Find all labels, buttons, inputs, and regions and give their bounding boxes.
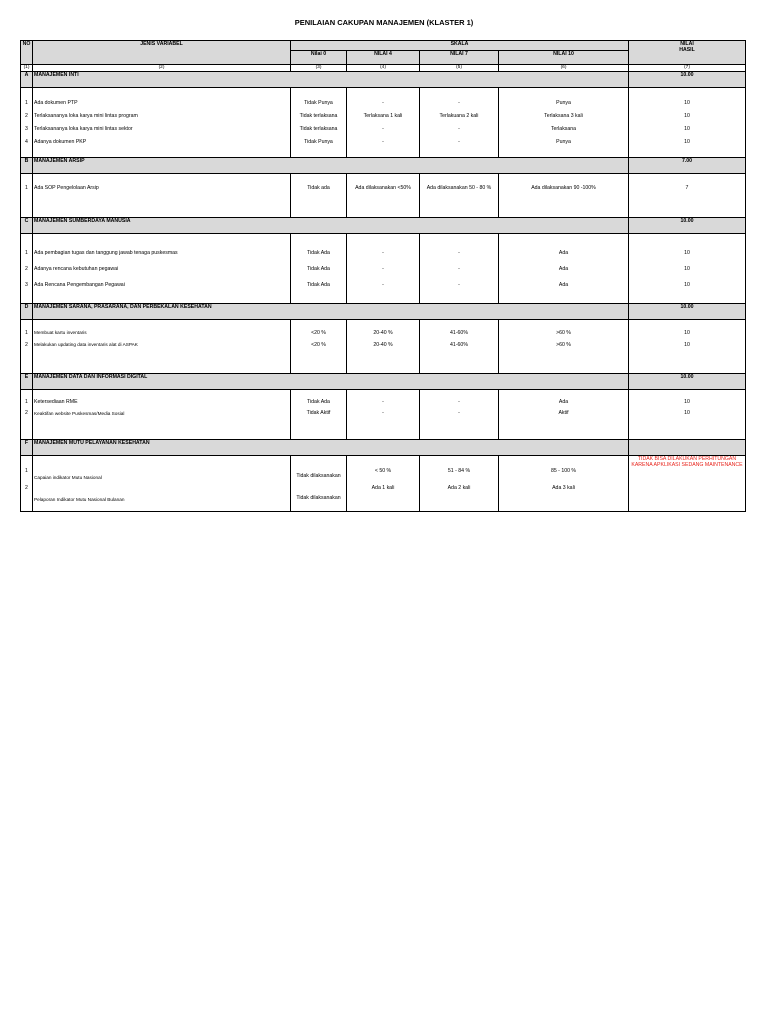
nilai-10-list bbox=[499, 234, 629, 304]
section-code: C bbox=[21, 218, 33, 234]
variable-item: Capaian indikator Mutu Nasional bbox=[34, 475, 102, 480]
nilai-7-list bbox=[420, 390, 499, 440]
section-code: E bbox=[21, 374, 33, 390]
scale-value: 20-40 % bbox=[373, 330, 393, 336]
col-number: (4) bbox=[347, 65, 420, 72]
section-header-a bbox=[21, 72, 746, 88]
section-code: B bbox=[21, 158, 33, 174]
header-hasil-line2: HASIL bbox=[679, 47, 695, 53]
scale-value: >60 % bbox=[556, 330, 571, 336]
scale-value: Ada 1 kali bbox=[371, 485, 395, 491]
scale-value: Ada dilaksanakan <50% bbox=[347, 174, 420, 218]
scale-value: Ada bbox=[558, 250, 569, 256]
row-no: 1 bbox=[25, 100, 28, 106]
section-body-e bbox=[21, 390, 746, 440]
scale-value: Tidak Punya bbox=[304, 139, 333, 145]
nilai-0-list bbox=[291, 234, 347, 304]
scale-value: Tidak terlaksana bbox=[299, 113, 338, 119]
variable-list bbox=[33, 456, 291, 512]
scale-value: - bbox=[382, 100, 384, 106]
section-body-f bbox=[21, 456, 746, 512]
nilai-0-list bbox=[291, 456, 347, 512]
section-header-d bbox=[21, 304, 746, 320]
scale-value: - bbox=[382, 410, 384, 416]
section-body-d bbox=[21, 320, 746, 374]
scale-value: <20 % bbox=[311, 330, 326, 336]
section-value: 10.00 bbox=[629, 304, 746, 320]
variable-item: Pelaporan Indikator Mutu Nasional Bulanan bbox=[34, 497, 125, 502]
scale-value: Ada bbox=[558, 282, 569, 288]
scale-value: - bbox=[458, 126, 460, 132]
row-no: 2 bbox=[25, 113, 28, 119]
scale-value: - bbox=[382, 282, 384, 288]
section-value: 7.00 bbox=[629, 158, 746, 174]
section-header-b bbox=[21, 158, 746, 174]
result-value: 10 bbox=[684, 126, 690, 132]
result-value: 10 bbox=[684, 100, 690, 106]
col-number: (3) bbox=[291, 65, 347, 72]
scale-value: Tidak Aktif bbox=[306, 410, 331, 416]
row-no: 4 bbox=[25, 139, 28, 145]
col-number: (5) bbox=[420, 65, 499, 72]
row-no: 1 bbox=[25, 468, 28, 474]
variable-item: Ada dokumen PTP bbox=[34, 100, 78, 106]
hasil-list bbox=[629, 88, 746, 158]
result-value: 10 bbox=[684, 330, 690, 336]
variable-item: Terlaksananya loka karya mini lintas program bbox=[34, 113, 138, 119]
scale-value: - bbox=[382, 139, 384, 145]
section-header-c bbox=[21, 218, 746, 234]
result-value: 7 bbox=[629, 174, 746, 218]
scale-value: 85 - 100 % bbox=[550, 468, 577, 474]
scale-value: - bbox=[458, 250, 460, 256]
result-value: 10 bbox=[684, 399, 690, 405]
row-no: 2 bbox=[25, 410, 28, 416]
variable-item: Ada pembagian tugas dan tanggung jawab tenaga puskesmas bbox=[34, 250, 178, 256]
section-code: D bbox=[21, 304, 33, 320]
section-name: MANAJEMEN MUTU PELAYANAN KESEHATAN bbox=[33, 440, 629, 456]
row-numbers bbox=[21, 234, 33, 304]
nilai-0-list bbox=[291, 390, 347, 440]
variable-list bbox=[33, 88, 291, 158]
variable-item: Membuat kartu inventaris bbox=[34, 330, 87, 335]
scale-value: 41-60% bbox=[450, 342, 468, 348]
col-number: (6) bbox=[499, 65, 629, 72]
section-value: 10.00 bbox=[629, 218, 746, 234]
row-no: 2 bbox=[25, 266, 28, 272]
section-body-c bbox=[21, 234, 746, 304]
result-value: 10 bbox=[684, 282, 690, 288]
scale-value: Tidak dilaksanakan bbox=[296, 495, 341, 501]
col-number: (1) bbox=[21, 65, 33, 72]
scale-value: <20 % bbox=[311, 342, 326, 348]
hasil-list bbox=[629, 234, 746, 304]
nilai-4-list bbox=[347, 88, 420, 158]
variable-item: Ada Rencana Pengembangan Pegawai bbox=[34, 282, 125, 288]
scale-value: Tidak terlaksana bbox=[299, 126, 338, 132]
section-name: MANAJEMEN SARANA, PRASARANA, DAN PERBEKALAN KESEHATAN bbox=[33, 304, 629, 320]
nilai-4-list bbox=[347, 390, 420, 440]
scale-value: - bbox=[458, 139, 460, 145]
col-number: (2) bbox=[33, 65, 291, 72]
section-value: 10.00 bbox=[629, 374, 746, 390]
section-code: A bbox=[21, 72, 33, 88]
nilai-7-list bbox=[420, 456, 499, 512]
scale-value: Ada 2 kali bbox=[447, 485, 471, 491]
row-no: 1 bbox=[25, 330, 28, 336]
variable-item: Adanya dokumen PKP bbox=[34, 139, 87, 145]
result-value: 10 bbox=[684, 266, 690, 272]
scale-value: Tidak dilaksanakan bbox=[296, 473, 341, 479]
scale-value: - bbox=[458, 410, 460, 416]
variable-item: Terlaksananya loka karya mini lintas sektor bbox=[34, 126, 133, 132]
scale-value: - bbox=[382, 250, 384, 256]
variable-list bbox=[33, 320, 291, 374]
scale-value: - bbox=[382, 399, 384, 405]
section-body-b bbox=[21, 174, 746, 218]
scale-value: - bbox=[458, 282, 460, 288]
hasil-list bbox=[629, 320, 746, 374]
scale-value: Tidak Ada bbox=[307, 250, 330, 256]
scale-value: - bbox=[458, 100, 460, 106]
section-name: MANAJEMEN DATA DAN INFORMASI DIGITAL bbox=[33, 374, 629, 390]
nilai-4-list bbox=[347, 320, 420, 374]
nilai-10-list bbox=[499, 390, 629, 440]
scale-value: Ada dilaksanakan 90 -100% bbox=[499, 174, 629, 218]
variable-item: Keaktifan website Puskesmas/Media Sosial bbox=[34, 411, 125, 416]
section-value bbox=[629, 440, 746, 456]
header-skala: SKALA bbox=[291, 41, 629, 51]
nilai-0-list bbox=[291, 88, 347, 158]
variable-item: Ada SOP Pengelolaan Arsip bbox=[33, 174, 291, 218]
header-nilai-hasil bbox=[629, 41, 746, 65]
variable-item: Ketersediaan RME bbox=[34, 399, 78, 405]
section-body-a bbox=[21, 88, 746, 158]
row-no: 3 bbox=[25, 126, 28, 132]
scale-value: Punya bbox=[556, 139, 571, 145]
scale-value: Tidak ada bbox=[291, 174, 347, 218]
row-no: 3 bbox=[25, 282, 28, 288]
scale-value: Ada dilaksanakan 50 - 80 % bbox=[420, 174, 499, 218]
nilai-10-list bbox=[499, 320, 629, 374]
scale-value: Terlakuana 2 kali bbox=[439, 113, 479, 119]
scale-value: - bbox=[382, 126, 384, 132]
hasil-list bbox=[629, 390, 746, 440]
section-name: MANAJEMEN ARSIP bbox=[33, 158, 629, 174]
nilai-7-list bbox=[420, 234, 499, 304]
section-code: F bbox=[21, 440, 33, 456]
row-numbers bbox=[21, 320, 33, 374]
scale-value: Tidak Ada bbox=[307, 282, 330, 288]
nilai-4-list bbox=[347, 234, 420, 304]
section-header-e bbox=[21, 374, 746, 390]
section-value: 10.00 bbox=[629, 72, 746, 88]
section-name: MANAJEMEN SUMBERDAYA MANUSIA bbox=[33, 218, 629, 234]
scale-value: Aktif bbox=[558, 410, 569, 416]
scale-value: Terlaksana 3 kali bbox=[544, 113, 583, 119]
scale-value: - bbox=[458, 399, 460, 405]
scale-value: - bbox=[458, 266, 460, 272]
variable-list bbox=[33, 234, 291, 304]
assessment-table bbox=[20, 40, 746, 512]
maintenance-note: TIDAK BISA DILAKUKAN PERHITUNGAN KARENA APKLIKASI SEDANG MAINTENANCE bbox=[629, 456, 746, 512]
variable-list bbox=[33, 390, 291, 440]
nilai-0-list bbox=[291, 320, 347, 374]
nilai-10-list bbox=[499, 88, 629, 158]
scale-value: < 50 % bbox=[374, 468, 392, 474]
row-no: 2 bbox=[25, 342, 28, 348]
variable-item: Melakukan updating data inventaris alat di ASPAK bbox=[34, 342, 138, 347]
result-value: 10 bbox=[684, 250, 690, 256]
header-jenis-variabel: JENIS VARIABEL bbox=[33, 41, 291, 65]
scale-value: 41-60% bbox=[450, 330, 468, 336]
result-value: 10 bbox=[684, 342, 690, 348]
scale-value: Terlaksana bbox=[550, 126, 577, 132]
page-title: PENILAIAN CAKUPAN MANAJEMEN (KLASTER 1) bbox=[294, 18, 474, 27]
result-value: 10 bbox=[684, 139, 690, 145]
result-value: 10 bbox=[684, 410, 690, 416]
nilai-10-list bbox=[499, 456, 629, 512]
row-numbers bbox=[21, 390, 33, 440]
row-numbers bbox=[21, 88, 33, 158]
header-hasil-line1: NILAI bbox=[680, 41, 694, 47]
section-header-f bbox=[21, 440, 746, 456]
scale-value: - bbox=[382, 266, 384, 272]
result-value: 10 bbox=[684, 113, 690, 119]
row-no: 1 bbox=[25, 399, 28, 405]
scale-value: Punya bbox=[556, 100, 571, 106]
row-no: 1 bbox=[25, 250, 28, 256]
row-no: 2 bbox=[25, 485, 28, 491]
row-no: 1 bbox=[21, 174, 33, 218]
header-nilai-7: NILAI 7 bbox=[420, 51, 499, 65]
scale-value: Tidak Punya bbox=[304, 100, 333, 106]
scale-value: Tidak Ada bbox=[307, 399, 330, 405]
section-name: MANAJEMEN INTI bbox=[33, 72, 629, 88]
scale-value: Tidak Ada bbox=[307, 266, 330, 272]
scale-value: 20-40 % bbox=[373, 342, 393, 348]
header-no: NO bbox=[21, 41, 33, 65]
scale-value: >60 % bbox=[556, 342, 571, 348]
nilai-4-list bbox=[347, 456, 420, 512]
scale-value: Ada bbox=[558, 399, 569, 405]
variable-item: Adanya rencana kebutuhan pegawai bbox=[34, 266, 119, 272]
header-nilai-0: Nilai 0 bbox=[291, 51, 347, 65]
nilai-7-list bbox=[420, 88, 499, 158]
row-numbers bbox=[21, 456, 33, 512]
scale-value: 51 - 84 % bbox=[447, 468, 471, 474]
header-nilai-10: NILAI 10 bbox=[499, 51, 629, 65]
scale-value: Terlaksana 1 kali bbox=[363, 113, 403, 119]
header-nilai-4: NILAI 4 bbox=[347, 51, 420, 65]
scale-value: Ada bbox=[558, 266, 569, 272]
nilai-7-list bbox=[420, 320, 499, 374]
scale-value: Ada 3 kali bbox=[552, 485, 575, 491]
col-number: (7) bbox=[629, 65, 746, 72]
